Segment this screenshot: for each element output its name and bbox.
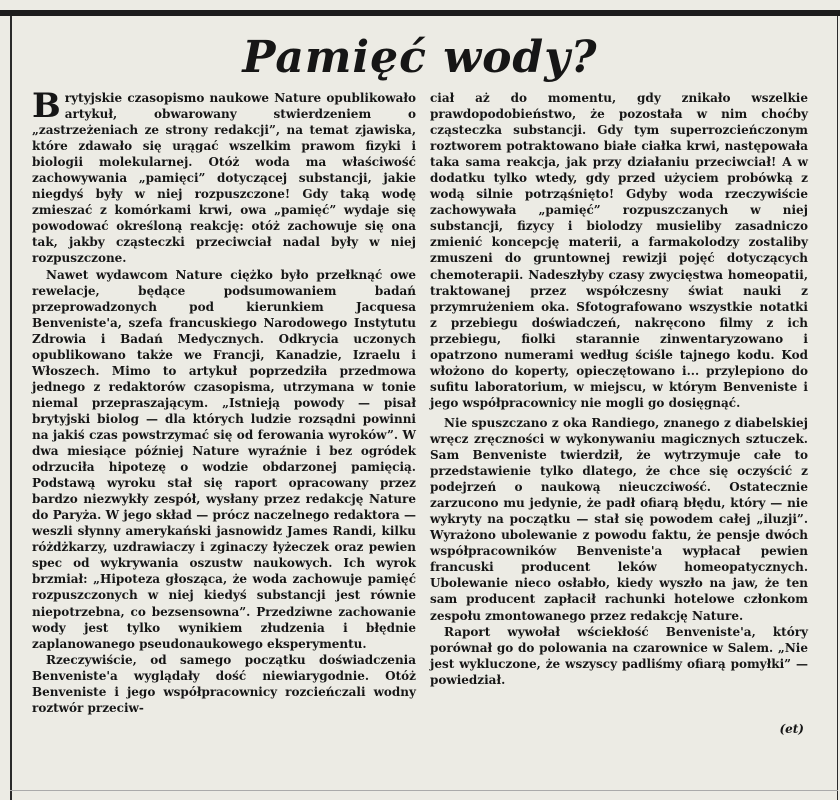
paragraph-2: Nawet wydawcom Nature ciężko było przełknąć owe rewelacje, będące podsumowaniem badań przeprowadzonych pod kierunkiem Jacquesa Benveniste'a, szefa francuskiego Narodowego Instytutu Zdrowia i Badań Medycznych. Odkrycia uczonych opublikowano także we Francji, Kanadzie, Izraelu i Włoszech. Mimo to artykuł poprzedziła przedmowa jednego z redaktorów czasopisma, utrzymana w tonie niemal przepraszającym. „Istnieją powody — pisał brytyjski biolog — dla których ludzie rozsądni powinni na jakiś czas powstrzymać się od ferowania wyroków”. W dwa miesiące później Nature wyraźnie i bez ogródek odrzuciła hipotezę o wodzie obdarzonej pamięcią. Podstawą wyroku stał się raport opracowany przez bardzo niezwykły zespół, wysłany przez redakcję Nature do Paryża. W jego skład — prócz naczelnego redaktora — weszli słynny amerykański jasnowidz James Randi, kilku różdżkarzy, uzdrawiaczy i zginaczy łyżeczek oraz pewien spec od wykrywania oszustw naukowych. Ich wyrok brzmiał: „Hipoteza głosząca, że woda zachowuje pamięć rozpuszczonych w niej kiedyś substancji jest równie niepotrzebna, co bezsensowna”. Przedziwne zachowanie wody jest tylko wynikiem złudzenia i błędnie zaplanowanego pseudonaukowego eksperymentu. xyxy=(32,267,416,651)
drop-cap: B xyxy=(32,86,61,126)
paragraph-3: Rzeczywiście, od samego początku doświadczenia Benveniste'a wyglądały dość niewiarygodnie. Otóż Benveniste i jego współpracownicy rozcieńczali wodny roztwór przeciw- xyxy=(32,652,416,715)
paragraph-5: Nie spuszczano z oka Randiego, znanego z diabelskiej wręcz zręczności w wykonywaniu magicznych sztuczek. Sam Benveniste twierdził, że wytrzymuje całe to przedstawienie tylko dlatego, że chce się oczyścić z podejrzeń o naukową nieuczciwość. Ostatecznie zarzucono mu jedynie, że padł ofiarą błędu, który — nie wykryty na początku — stał się powodem całej „iluzji”. Wyrażono ubolewanie z powodu faktu, że pensje dwóch współpracowników Benveniste'a wypłacał pewien francuski producent leków homeopatycznych. Ubolewanie nieco osłabło, kiedy wyszło na jaw, że ten sam producent zapłacił rachunki hotelowe członkom zespołu zmontowanego przez redakcję Nature. xyxy=(430,415,808,623)
article-title: Pamięć wody? xyxy=(242,32,598,83)
author-signature: (et) xyxy=(779,722,804,736)
paragraph-1 xyxy=(32,86,416,267)
bottom-edge xyxy=(10,790,838,791)
paragraph-1-text: rytyjskie czasopismo naukowe Nature opublikowało artykuł, obwarowany stwierdzeniem o „zastrzeżeniach ze strony redakcji”, na temat zjawiska, które zdawało się urągać wszelkim prawom fizyki i biologii molekularnej. Otóż woda ma właściwość zachowywania „pamięci” dotyczącej substancji, jakie niegdyś były w niej rozpuszczone! Gdy taką wodę zmieszać z komórkami krwi, owa „pamięć” wydaje się powodować określoną reakcję: otóż zachowuje się ona tak, jakby cząsteczki przeciwciał nadal były w niej rozpuszczone. xyxy=(32,91,416,266)
left-column xyxy=(32,86,416,716)
paragraph-6: Raport wywołał wściekłość Benveniste'a, który porównał go do polowania na czarownice w Salem. „Nie jest wykluczone, że wszyscy padliśmy ofiarą pomyłki” — powiedział. xyxy=(430,624,808,687)
right-column xyxy=(430,90,808,688)
paragraph-4: ciał aż do momentu, gdy znikało wszelkie prawdopodobieństwo, że pozostała w nim choćby cząsteczka substancji. Gdy tym superrozcieńczonym roztworem potraktowano białe ciałka krwi, następowała taka sama reakcja, jak przy działaniu przeciwciał! A w dodatku tylko wtedy, gdy przed użyciem probówką z wodą silnie potrząśnięto! Gdyby woda rzeczywiście zachowywała „pamięć” rozpuszczanych w niej substancji, fizycy i biolodzy musieliby zasadniczo zmienić koncepcję materii, a farmakolodzy zostaliby zmuszeni do gruntownej rewizji pojęć dotyczących chemoterapii. Nadeszłyby czasy zwycięstwa homeopatii, traktowanej przez współczesny świat nauki z przymrużeniem oka. Sfotografowano wszystkie notatki z przebiegu doświadczeń, nakręcono filmy z ich przebiegu, fiolki starannie zinwentaryzowano i opatrzono numerami według ściśle tajnego kodu. Kod włożono do koperty, opieczętowano i... przylepiono do sufitu laboratorium, w miejscu, w którym Benveniste i jego współpracownicy nie mogli go dosięgnąć. xyxy=(430,91,808,410)
